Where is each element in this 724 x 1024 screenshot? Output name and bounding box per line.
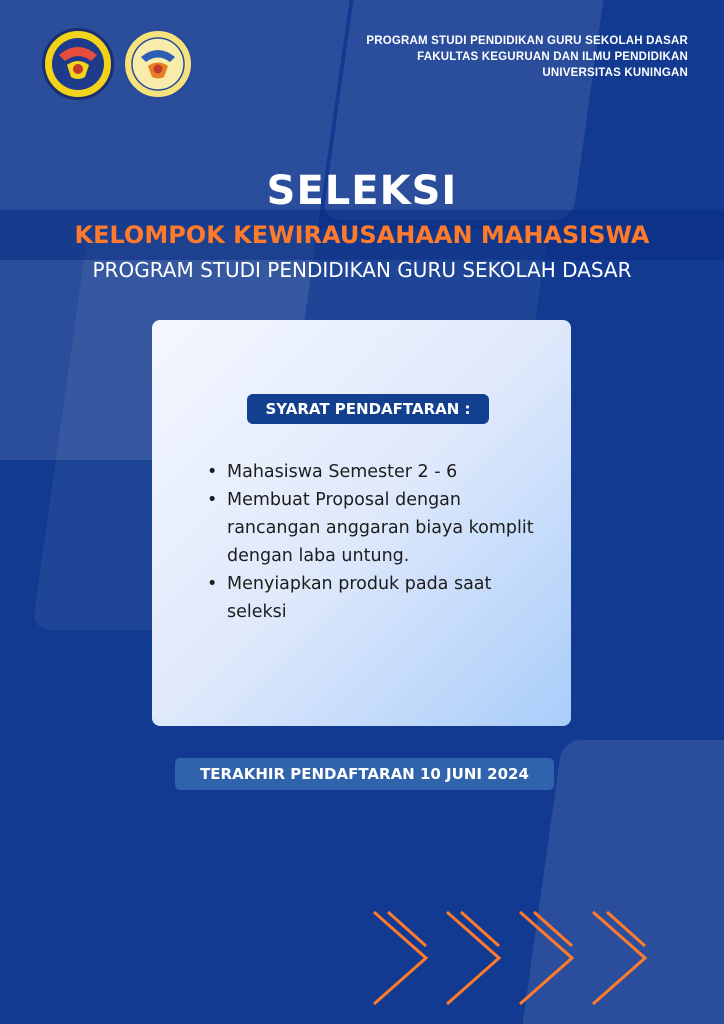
header-faculty: FAKULTAS KEGURUAN DAN ILMU PENDIDIKAN xyxy=(417,51,688,63)
page-subtitle: KELOMPOK KEWIRAUSAHAAN MAHASISWA xyxy=(74,221,650,249)
program-title: PROGRAM STUDI PENDIDIKAN GURU SEKOLAH DASAR xyxy=(92,258,632,282)
header-program: PROGRAM STUDI PENDIDIKAN GURU SEKOLAH DASAR xyxy=(366,35,688,47)
requirements-list xyxy=(205,458,545,626)
list-item: • Mahasiswa Semester 2 - 6 xyxy=(207,462,458,482)
faculty-logo xyxy=(122,28,194,100)
crest-icon xyxy=(125,31,191,97)
chevron-right-icon xyxy=(441,908,505,1008)
chevron-right-icon xyxy=(514,908,578,1008)
crest-icon xyxy=(45,31,111,97)
deadline-badge: TERAKHIR PENDAFTARAN 10 JUNI 2024 xyxy=(175,758,554,790)
page-title: SELEKSI xyxy=(266,168,458,214)
institution-header xyxy=(366,33,688,81)
chevron-right-icon xyxy=(368,908,432,1008)
list-item: • Menyiapkan produk pada saat seleksi xyxy=(207,574,492,622)
requirements-heading: SYARAT PENDAFTARAN : xyxy=(247,394,489,424)
university-logo xyxy=(42,28,114,100)
header-university: UNIVERSITAS KUNINGAN xyxy=(542,67,688,79)
list-item: • Membuat Proposal dengan rancangan anggaran biaya komplit dengan laba untung. xyxy=(207,490,534,566)
chevron-right-icon xyxy=(587,908,651,1008)
